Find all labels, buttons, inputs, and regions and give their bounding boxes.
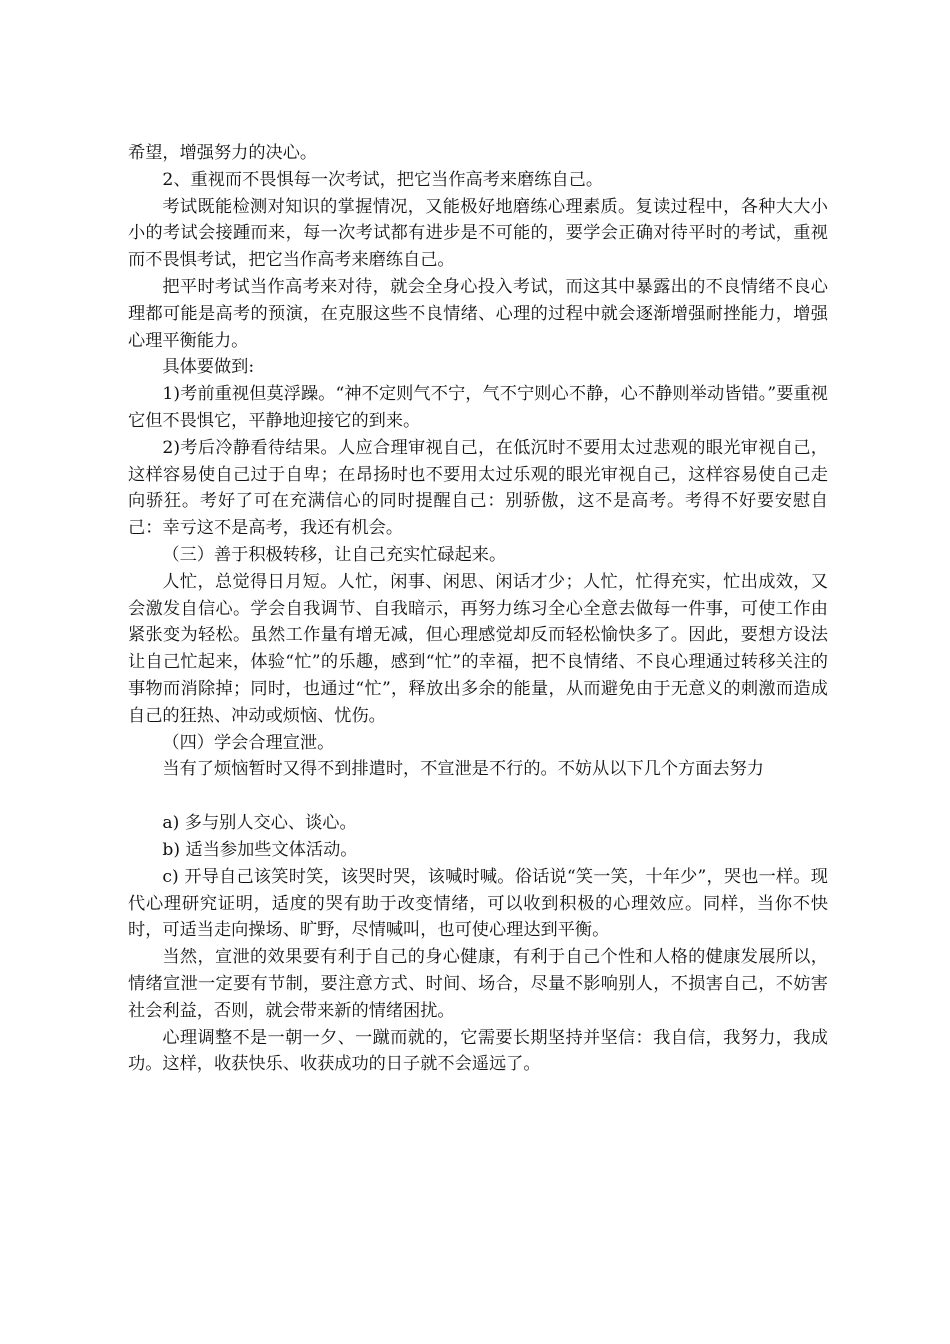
section-heading-4: （四）学会合理宣泄。 xyxy=(162,732,335,753)
paragraph-gap xyxy=(128,783,828,810)
paragraph-exam-practice: 考试既能检测对知识的掌握情况，又能极好地磨练心理素质。复读过程中，各种大大小小的考试会接踵而来，每一次考试都有进步是不可能的，要学会正确对待平时的考试，重视而不畏惧考试，把它当作高考来磨练自己。 xyxy=(128,196,828,271)
list-item-b: b) 适当参加些文体活动。 xyxy=(162,839,358,860)
list-item-a: a) 多与别人交心、谈心。 xyxy=(162,813,357,834)
paragraph-busy: 人忙，总觉得日月短。人忙，闲事、闲思、闲话才少；人忙，忙得充实，忙出成效，又会激发自信心。学会自我调节、自我暗示，再努力练习全心全意去做每一件事，可使工作由紧张变为轻松。虽然工作量有增无减，但心理感觉却反而轻松愉快多了。因此，要想方设法让自己忙起来，体验“忙”的乐趣，感到“忙”的幸福，把不良情绪、不良心理通过转移关注的事物而消除掉；同时，也通过“忙”，释放出多余的能量，从而避免由于无意义的刺激而造成自己的狂热、冲动或烦恼、忧伤。 xyxy=(128,571,828,726)
paragraph-venting-limits: 当然，宣泄的效果要有利于自己的身心健康，有利于自己个性和人格的健康发展所以，情绪宣泄一定要有节制，要注意方式、时间、场合，尽量不影响别人，不损害自己，不妨害社会利益，否则，就会带来新的情绪困扰。 xyxy=(128,947,828,1021)
paragraph-exam-as-gaokao: 把平时考试当作高考来对待，就会全身心投入考试，而这其中暴露出的不良情绪不良心理都可能是高考的预演，在克服这些不良情绪、心理的过程中就会逐渐增强耐挫能力，增强心理平衡能力。 xyxy=(128,276,828,351)
section-heading-3: （三）善于积极转移，让自己充实忙碌起来。 xyxy=(162,544,507,565)
paragraph-conclusion: 心理调整不是一朝一夕、一蹴而就的，它需要长期坚持并坚信：我自信，我努力，我成功。这样，收获快乐、收获成功的日子就不会遥远了。 xyxy=(128,1027,828,1075)
paragraph-specifics: 具体要做到: xyxy=(162,357,255,378)
list-item-1: 1)考前重视但莫浮躁。“神不定则气不宁，气不宁则心不静，心不静则举动皆错。”要重视它但不畏惧它，平静地迎接它的到来。 xyxy=(128,384,828,431)
list-item-c: c) 开导自己该笑时笑，该哭时哭，该喊时喊。俗话说“笑一笑，十年少”，哭也一样。现代心理研究证明，适度的哭有助于改变情绪，可以收到积极的心理效应。同样，当你不快时，可适当走向操场、旷野，尽情喊叫，也可使心理达到平衡。 xyxy=(128,866,828,941)
list-item-2: 2)考后冷静看待结果。人应合理审视自己，在低沉时不要用太过悲观的眼光审视自己，这样容易使自己过于自卑；在昂扬时也不要用太过乐观的眼光审视自己，这样容易使自己走向骄狂。考好了可在充满信心的同时提醒自己：别骄傲，这不是高考。考得不好要安慰自己：幸亏这不是高考，我还有机会。 xyxy=(128,437,828,539)
heading-point-2: 2、重视而不畏惧每一次考试，把它当作高考来磨练自己。 xyxy=(162,169,604,190)
paragraph-continuation: 希望，增强努力的决心。 xyxy=(128,143,318,163)
paragraph-venting-intro: 当有了烦恼暂时又得不到排遣时，不宣泄是不行的。不妨从以下几个方面去努力 xyxy=(162,759,764,780)
document-page xyxy=(128,140,828,1078)
